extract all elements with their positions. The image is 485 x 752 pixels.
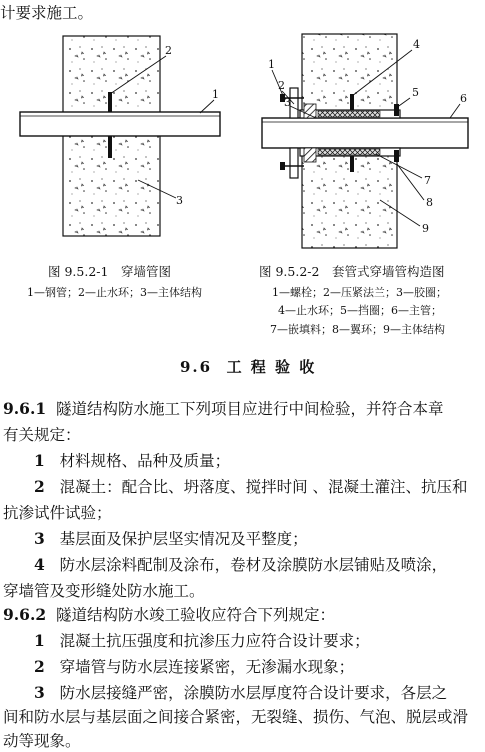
section-heading — [180, 356, 316, 377]
fig1-water-stop-ring-top — [108, 92, 112, 112]
section-title: 工 程 验 收 — [226, 358, 317, 376]
fig2-callout-6: 6 — [460, 92, 467, 105]
fig1-legend: 1—钢管；2—止水环；3—主体结构 — [27, 286, 202, 299]
clause-9-6-1-item-2-cont: 抗渗试件试验； — [3, 504, 112, 522]
fig2-callout-2: 2 — [278, 79, 285, 92]
clause-number: 9.6.2 — [3, 605, 47, 624]
fig2-callout-4: 4 — [413, 38, 420, 51]
clause-9-6-1-item-4-cont: 穿墙管及变形缝处防水施工。 — [3, 582, 205, 600]
clause-9-6-1-line-1: 9.6.1 隧道结构防水施工下列项目应进行中间检验，并符合本章 — [3, 399, 444, 418]
clause-number: 9.6.1 — [3, 399, 47, 418]
clause-9-6-1-item-4: 4 防水层涂料配制及涂布，卷材及涂膜防水层铺贴及喷涂， — [34, 555, 448, 574]
clause-9-6-2-item-2: 2 穿墙管与防水层连接紧密，无渗漏水现象； — [34, 657, 355, 676]
fig1-callout-3: 3 — [176, 194, 183, 207]
fig2-callout-9: 9 — [422, 222, 429, 235]
fig1-callout-1: 1 — [212, 88, 219, 101]
fig2-legend-line-3: 7—嵌填料；8—翼环；9—主体结构 — [270, 323, 445, 336]
fig2-callout-7: 7 — [424, 174, 431, 187]
fig1-drawing — [20, 36, 220, 236]
fig2-legend-line-2: 4—止水环；5—挡圈；6—主管； — [278, 304, 442, 317]
clause-9-6-2-item-3-cont-1: 间和防水层与基层面之间接合紧密，无裂缝、损伤、气泡、脱层或滑 — [3, 708, 469, 726]
clause-9-6-2-item-3-cont-2: 动等现象。 — [3, 732, 81, 750]
fig2-drawing — [262, 34, 468, 248]
fig2-callout-8: 8 — [426, 196, 433, 209]
fig2-legend-line-1: 1—螺栓；2—压紧法兰；3—胶圈； — [272, 286, 447, 299]
fig2-callout-3: 3 — [284, 96, 291, 109]
fig1-water-stop-ring-bottom — [108, 136, 112, 158]
intro-line: 计要求施工。 — [0, 4, 94, 22]
clause-9-6-1-item-3: 3 基层面及保护层坚实情况及平整度； — [34, 529, 308, 548]
fig1-callout-2: 2 — [165, 44, 172, 57]
fig2-caption: 图 9.5.2-2 套管式穿墙管构造图 — [259, 264, 445, 279]
clause-9-6-1-line-2: 有关规定： — [3, 426, 81, 444]
clause-9-6-2-item-1: 1 混凝土抗压强度和抗渗压力应符合设计要求； — [34, 631, 370, 650]
clause-9-6-2-item-3: 3 防水层接缝严密，涂膜防水层厚度符合设计要求，各层之 — [34, 683, 448, 702]
fig2-callout-5: 5 — [412, 86, 419, 99]
clause-9-6-2-line-1: 9.6.2 隧道结构防水竣工验收应符合下列规定： — [3, 605, 336, 624]
clause-9-6-1-item-2: 2 混凝土：配合比、坍落度、搅拌时间 、混凝土灌注、抗压和 — [34, 477, 468, 496]
fig2-wall-bottom — [302, 150, 397, 248]
fig2-main-pipe — [262, 118, 468, 148]
clause-9-6-1-item-1: 1 材料规格、品种及质量； — [34, 451, 231, 470]
fig1-caption: 图 9.5.2-1 穿墙管图 — [48, 264, 171, 279]
section-number: 9.6 — [180, 358, 213, 376]
fig2-callout-1: 1 — [268, 58, 275, 71]
